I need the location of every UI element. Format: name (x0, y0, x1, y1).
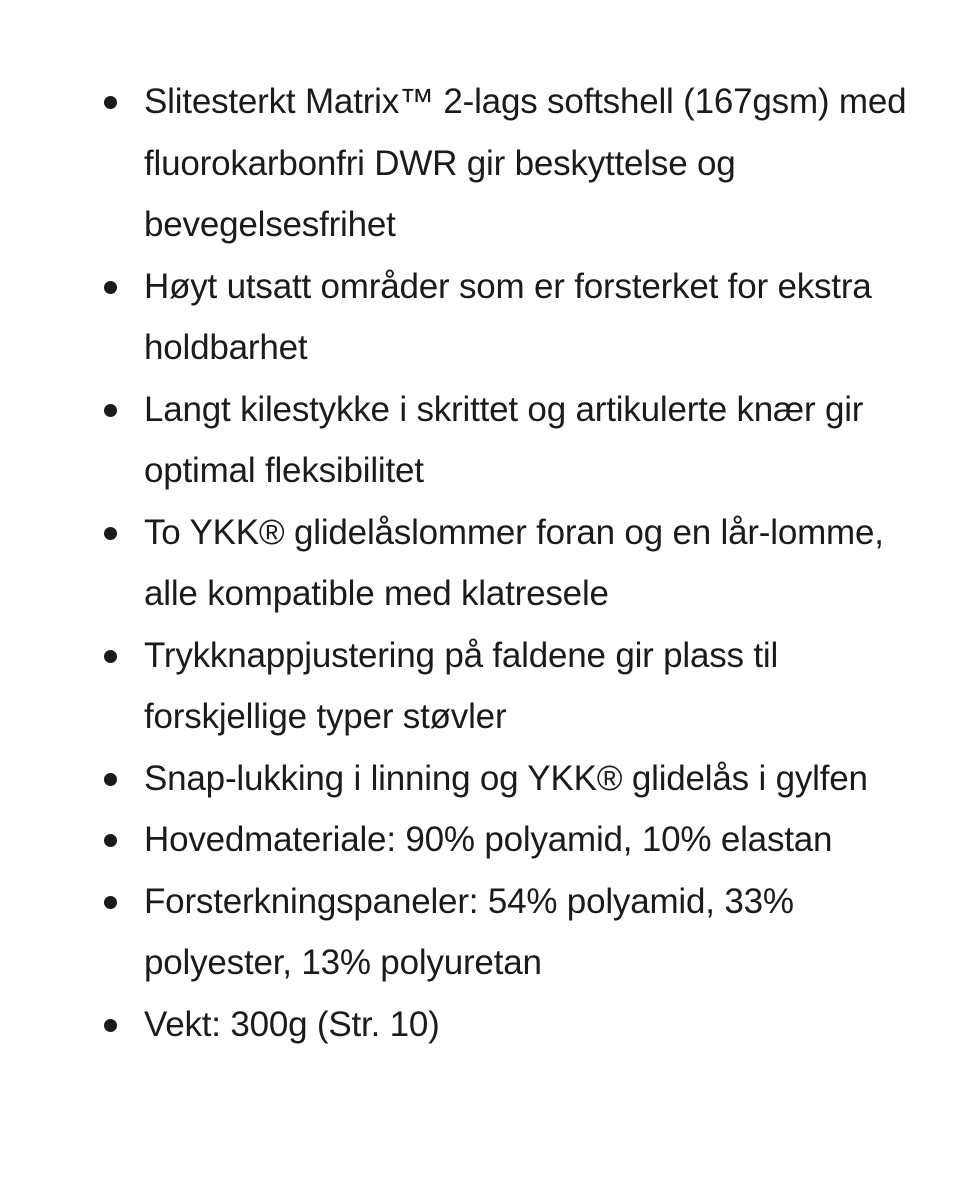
list-item-text: Langt kilestykke i skrittet og artikulerte knær gir optimal fleksibilitet (144, 389, 864, 490)
list-item-text: Vekt: 300g (Str. 10) (144, 1004, 440, 1044)
list-item (93, 379, 933, 502)
list-item (93, 71, 933, 256)
list-item (93, 502, 933, 625)
list-item (93, 994, 933, 1056)
list-item (93, 809, 933, 871)
list-item (93, 871, 933, 994)
list-item-text: Forsterkningspaneler: 54% polyamid, 33% polyester, 13% polyuretan (144, 881, 794, 982)
list-item (93, 748, 933, 810)
bullet-icon (104, 773, 117, 786)
bullet-icon (104, 404, 117, 417)
bullet-icon (104, 834, 117, 847)
bullet-icon (104, 896, 117, 909)
list-item-text: Hovedmateriale: 90% polyamid, 10% elastan (144, 820, 833, 859)
list-item-text: Slitesterkt Matrix™ 2-lags softshell (167gsm) med fluorokarbonfri DWR gir beskyttelse og bevegelsesfrihet (144, 82, 907, 244)
list-item-text: Snap-lukking i linning og YKK® glidelås i gylfen (144, 758, 868, 798)
product-features-list (93, 71, 933, 1055)
list-item-text: Trykknappjustering på faldene gir plass til forskjellige typer støvler (144, 635, 779, 736)
bullet-icon (104, 1019, 117, 1032)
list-item-text: To YKK® glidelåslommer foran og en lår-lomme, alle kompatible med klatresele (144, 512, 884, 613)
bullet-icon (104, 527, 117, 540)
bullet-icon (104, 650, 117, 663)
bullet-icon (104, 281, 117, 294)
list-item (93, 625, 933, 748)
bullet-icon (104, 96, 117, 109)
list-item (93, 256, 933, 379)
list-item-text: Høyt utsatt områder som er forsterket for ekstra holdbarhet (144, 266, 872, 367)
